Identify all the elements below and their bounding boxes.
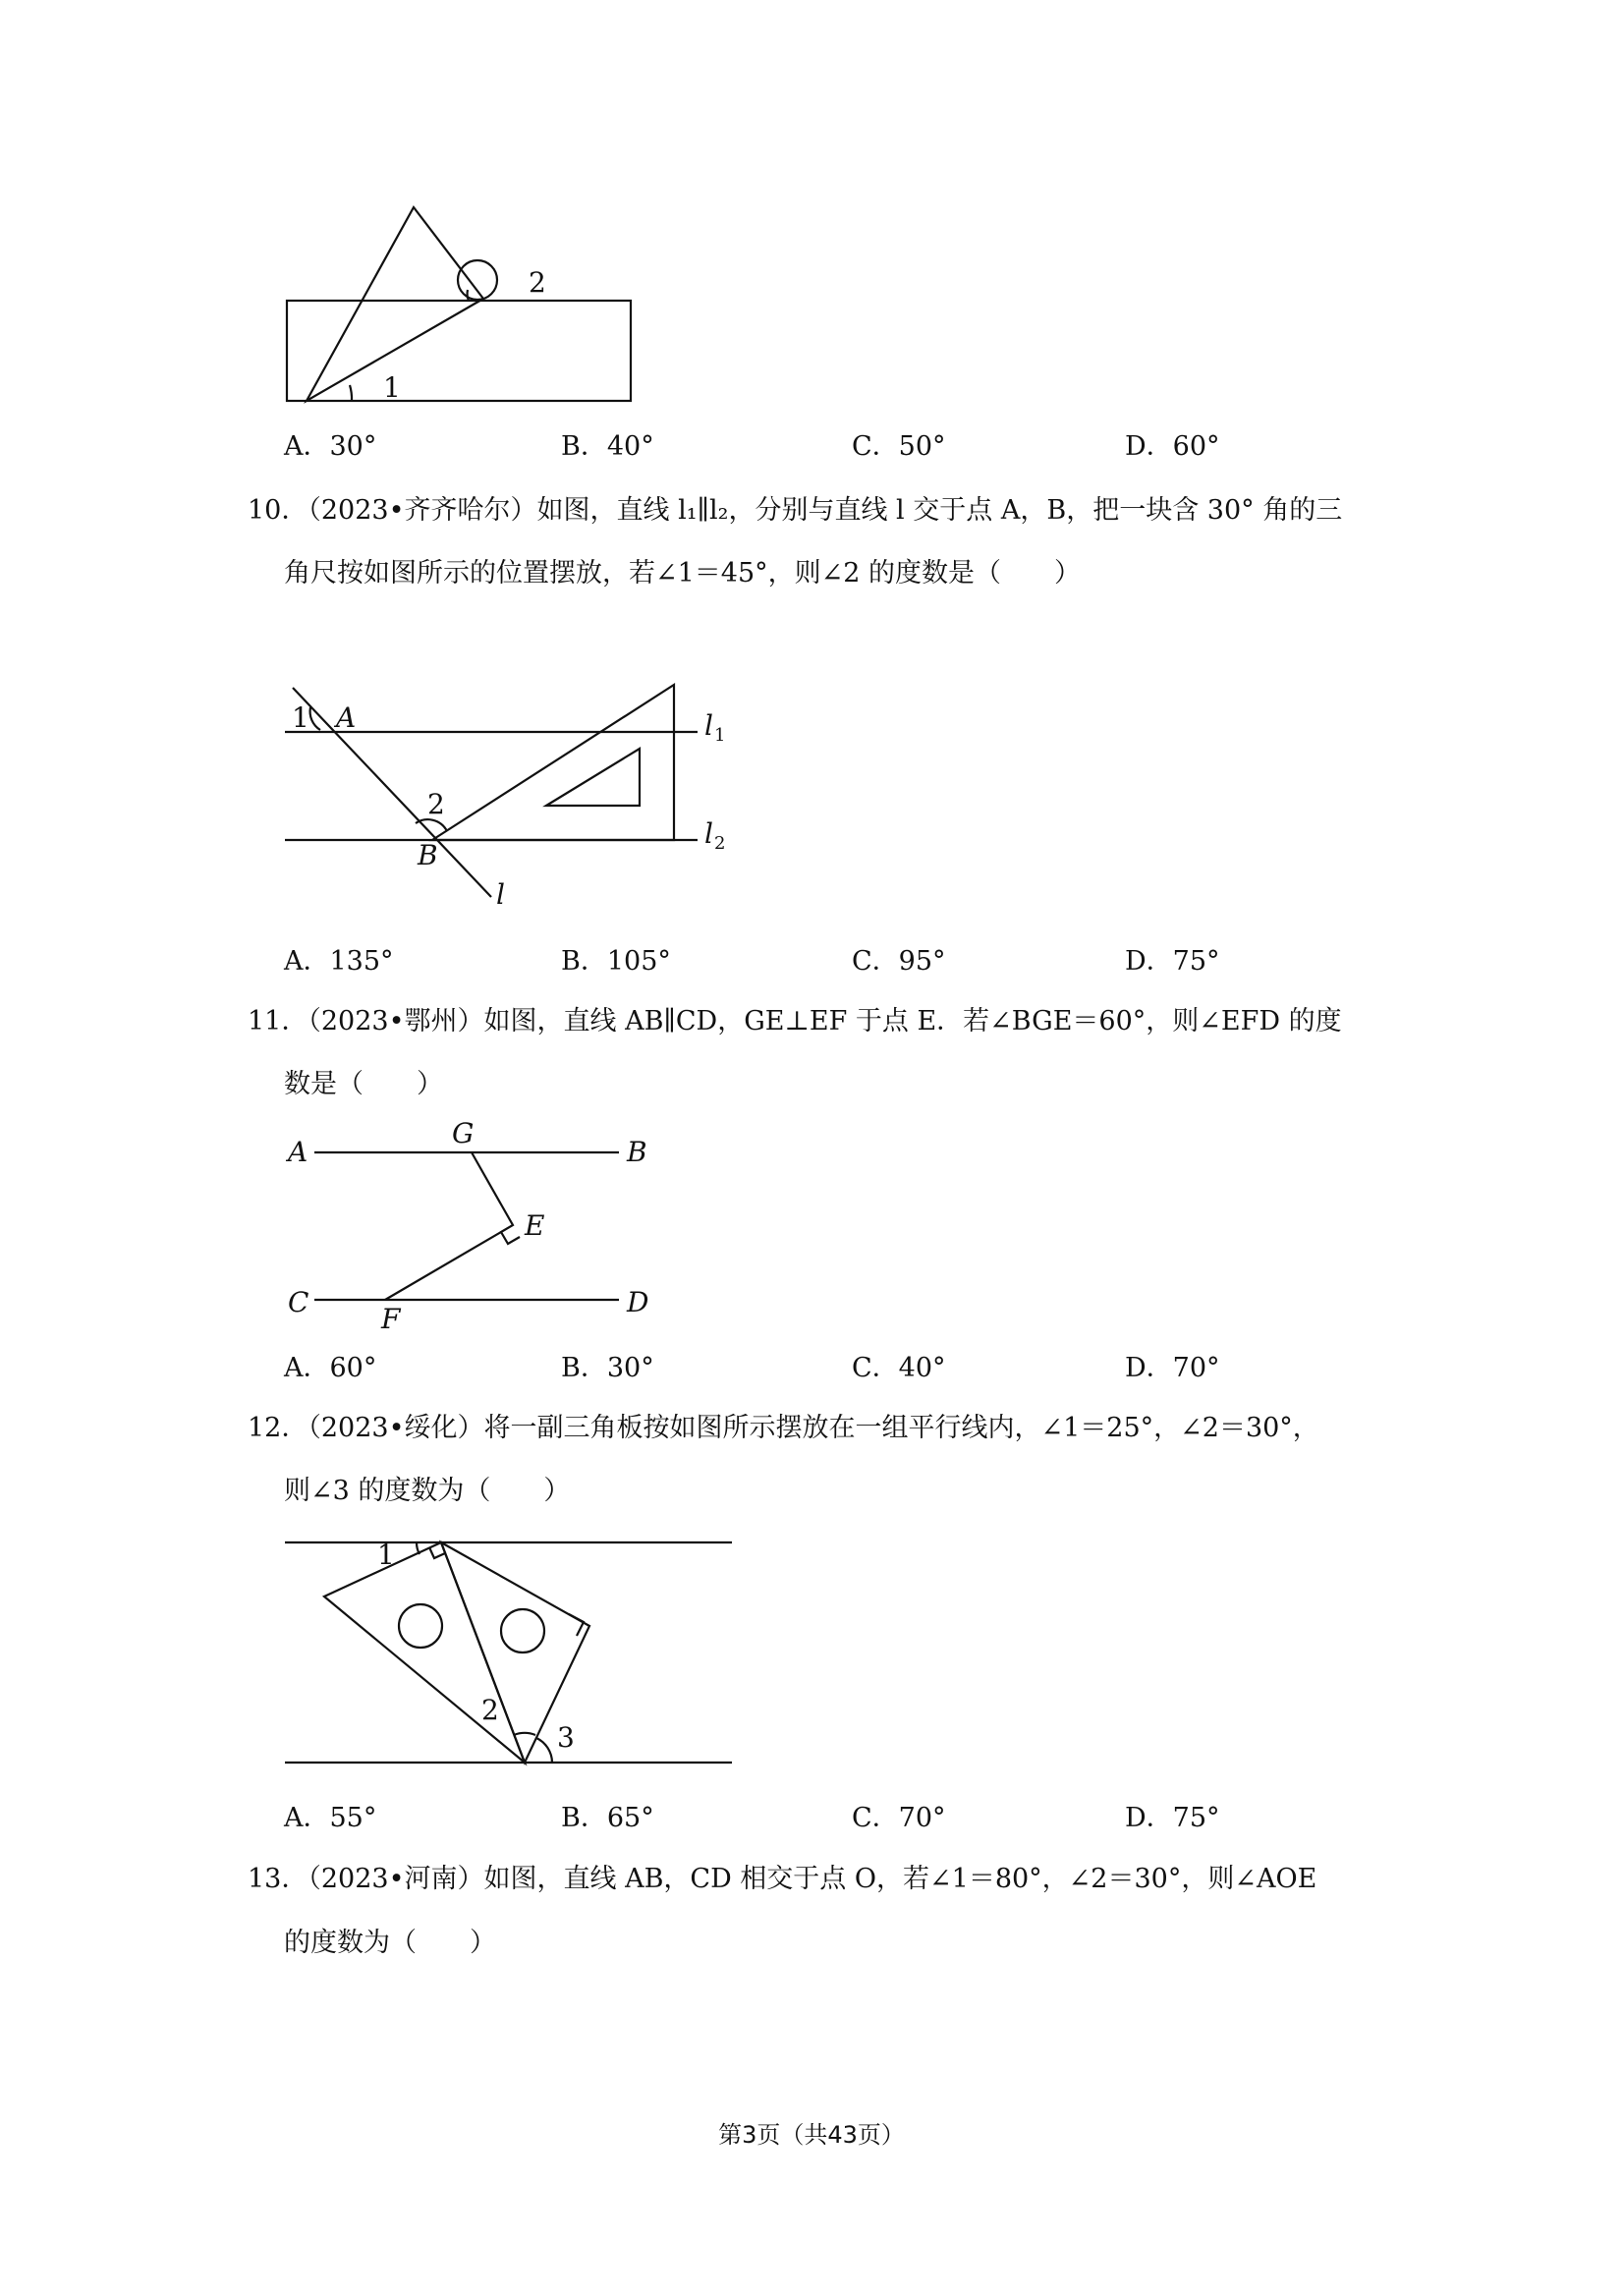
q12-option-c[interactable]: C．70° [852,1803,946,1833]
q9-option-a[interactable]: A．30° [284,431,377,462]
q12-label-2: 2 [481,1694,499,1726]
q10-stem-line1: 10．（2023•齐齐哈尔）如图，直线 l₁∥l₂，分别与直线 l 交于点 A，B，把一块含 30° 角的三 [248,495,1343,526]
q11-right-angle-mark [501,1232,520,1244]
q9-angle1-arc [350,385,352,401]
q10-label-2: 2 [427,788,445,820]
q10-l1-sub: 1 [714,725,726,746]
q10-angle2-arc [416,819,447,831]
q13-stem-line1: 13．（2023•河南）如图，直线 AB，CD 相交于点 O，若∠1＝80°，∠2＝30°，则∠AOE [248,1864,1317,1894]
q10-l2-label: l [704,817,713,850]
q10-option-b[interactable]: B．105° [561,946,671,977]
q12-figure [275,1528,747,1783]
q11-path-gef [385,1152,513,1300]
q9-figure [275,196,648,422]
q10-point-a: A [336,701,357,734]
q11-label-b: B [627,1136,647,1168]
q9-option-d[interactable]: D．60° [1125,431,1220,462]
q11-label-d: D [627,1286,649,1318]
q10-option-c[interactable]: C．95° [852,946,946,977]
q12-label-1: 1 [377,1539,395,1571]
q10-stem-line2: 角尺按如图所示的位置摆放，若∠1＝45°，则∠2 的度数是（ ） [284,558,1082,588]
q11-label-g: G [452,1117,475,1149]
q10-line-l [293,688,491,897]
q12-left-hole [399,1604,442,1648]
q12-right-right-angle-mark [569,1614,584,1636]
q11-stem-line1: 11．（2023•鄂州）如图，直线 AB∥CD，GE⊥EF 于点 E．若∠BGE＝60°，则∠EFD 的度 [248,1006,1342,1036]
q10-figure [275,678,747,914]
q12-option-b[interactable]: B．65° [561,1803,654,1833]
q12-option-d[interactable]: D．75° [1125,1803,1220,1833]
q11-label-e: E [525,1209,545,1242]
q11-option-c[interactable]: C．40° [852,1353,946,1383]
q9-label-1: 1 [383,371,401,404]
q11-stem-line2: 数是（ ） [284,1069,443,1099]
q9-option-b[interactable]: B．40° [561,431,654,462]
q10-set-square [432,685,674,840]
q12-angle3-arc [536,1738,552,1763]
q11-label-f: F [381,1303,401,1335]
q12-set-square-left [324,1542,525,1763]
q11-option-b[interactable]: B．30° [561,1353,654,1383]
q9-option-c[interactable]: C．50° [852,431,946,462]
q10-option-a[interactable]: A．135° [284,946,394,977]
q12-right-hole [501,1609,544,1652]
q10-l1-label: l [704,709,713,742]
q11-label-c: C [288,1286,309,1318]
q12-angle2-arc [514,1733,535,1735]
q11-figure [275,1110,668,1336]
q9-angle2-arc [468,290,469,301]
q11-label-a: A [288,1136,308,1168]
q10-option-d[interactable]: D．75° [1125,946,1220,977]
q9-ruler-rect [287,301,631,401]
q10-l2-sub: 2 [714,833,726,854]
q12-option-a[interactable]: A．55° [284,1803,377,1833]
q9-label-2: 2 [529,266,546,299]
q10-line-l-label: l [496,878,505,911]
page-footer: 第3页（共43页） [718,2121,905,2149]
q10-label-1: 1 [292,701,309,734]
q11-option-a[interactable]: A．60° [284,1353,377,1383]
q13-stem-line2: 的度数为（ ） [284,1928,496,1958]
q12-stem-line1: 12．（2023•绥化）将一副三角板按如图所示摆放在一组平行线内，∠1＝25°，∠2＝30°， [248,1413,1319,1443]
q11-option-d[interactable]: D．70° [1125,1353,1220,1383]
q12-stem-line2: 则∠3 的度数为（ ） [284,1476,571,1506]
q10-point-b: B [418,839,438,871]
q9-triangle-hole [458,260,497,300]
q12-label-3: 3 [557,1721,575,1754]
